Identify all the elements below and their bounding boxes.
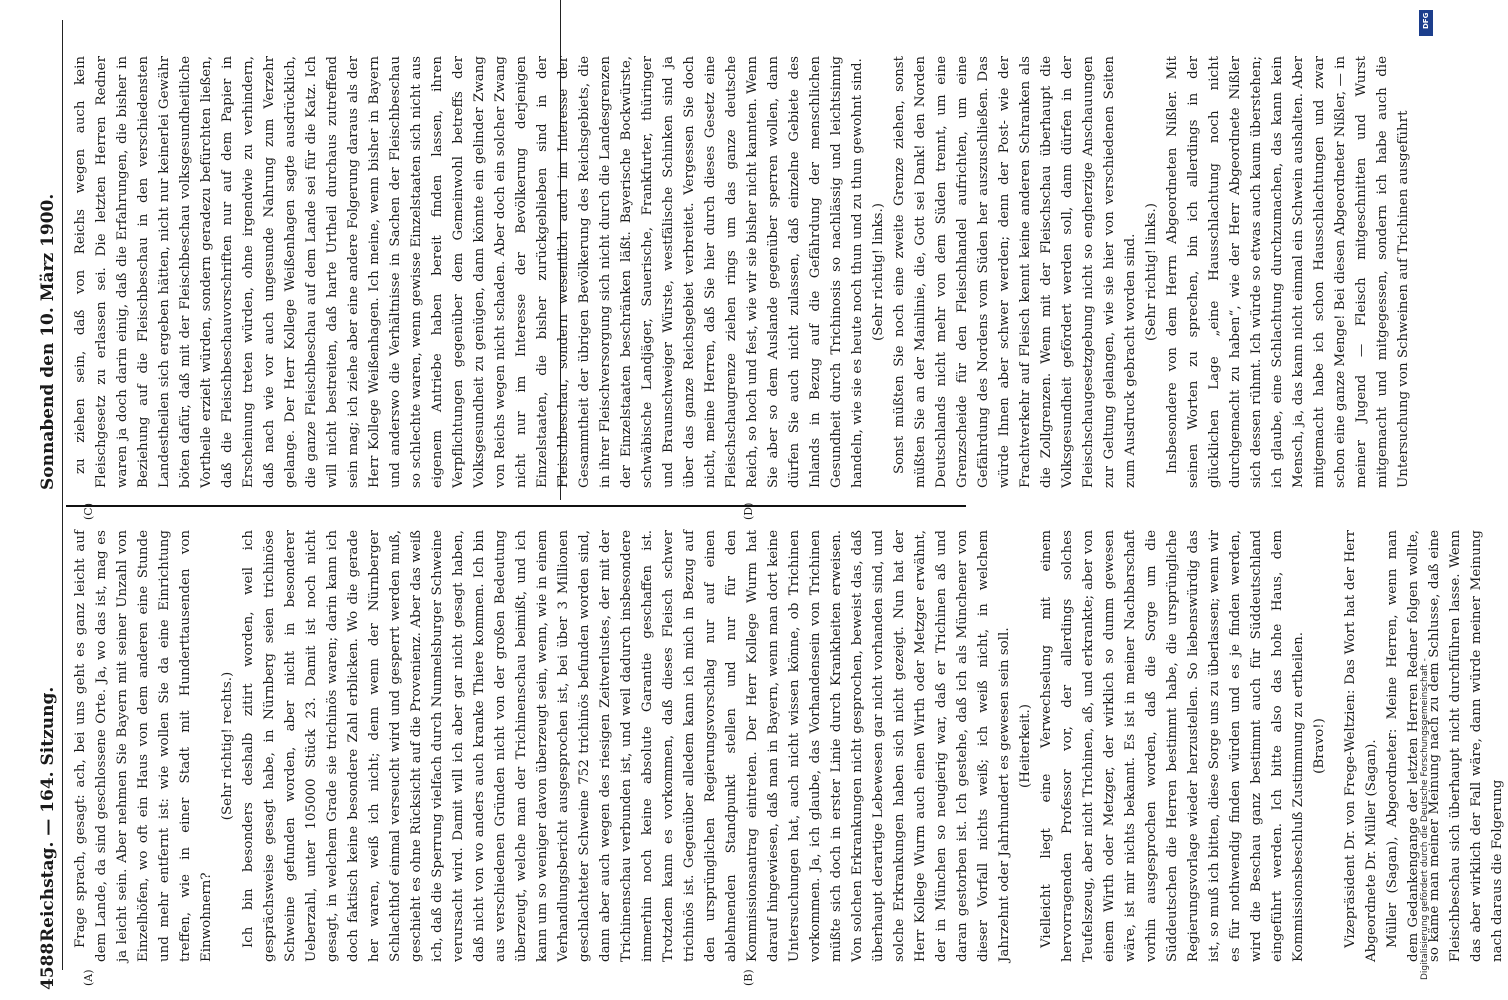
header-right-title: Sonnabend den 10. März 1900.: [38, 193, 58, 490]
right-interjection: (Sehr richtig! links.): [871, 203, 886, 341]
left-paragraph: Ich bin besonders deshalb zitirt worden, weil ich gesprächsweise gesagt habe, in Nürnberg seien trichinöse Schweine gefunden worden, aber nicht in besonderer Ueberzahl, unter 105000 Stück 23. Damit ist noch nicht gesagt, in welchem Grade sie trichinös waren; darin kann ich doch faktisch keine besondere Zahl erblicken. Wo die gerade her waren, weiß ich nicht; denn wenn der Nürnberger Schlachthof einmal verseucht wird und gesperrt werden muß, geschieht es ohne Rücksicht auf die Provenienz. Aber das weiß ich, daß die Sperrung vielfach durch Nunmelsburger Schweine verursacht wird. Damit will ich aber gar nicht gesagt haben, daß nicht von wo anders auch kranke Thiere kommen. Ich bin aus verschiedenen Gründen nicht von der großen Bedeutung überzeugt, welche man der Trichinenschau beimißt, und ich kann um so weniger davon überzeugt sein, wenn, wie in einem Verhandlungsbericht ausgesprochen ist, bei über 3 Millionen geschlachteter Schweine 752 trichinös befunden worden sind, dann aber auch wegen des riesigen Zeitverlustes, der mit der Trichinenschau verbunden ist, und weil dadurch insbesondere immerhin noch keine absolute Garantie geschaffen ist. Trotzdem kann es vorkommen, daß dieses Fleisch schwer trichinös ist. Gegenüber alledem kann ich mich in Bezug auf den ursprünglichen Regierungsvorschlag nur auf einen ablehnenden Standpunkt stellen und nur für den Kommissionsantrag eintreten. Der Herr Kollege Wurm hat darauf hingewiesen, daß man in Bayern, wenn man dort keine Untersuchungen hat, auch nicht wissen könne, ob Trichinen vorkommen. Ja, ich glaube, das Vorhandensein von Trichinen müßte sich doch in erster Linie durch Krankheiten erweisen. Von solchen Erkrankungen nicht gesprochen, beweist das, daß überhaupt derartige Lebewesen gar nicht vorhanden sind, und solche Erkrankungen haben sich nicht gezeigt. Nun hat der Herr Kollege Wurm auch einen Wirth oder Metzger erwähnt, der in München so neugierig war, daß er Trichinen aß und daran gestorben ist. Ich gestehe, daß ich als Münchener von dieser Vorfall nichts weiß; ich weiß nicht, in welchem Jahrzehnt oder Jahrhundert es gewesen sein soll.: [241, 530, 1012, 962]
left-interjection: (Sehr richtig! rechts.): [220, 671, 235, 821]
dfg-logo-icon: DFG: [1419, 10, 1433, 36]
margin-marker-c: (C): [82, 503, 95, 520]
right-column: [70, 56, 1414, 488]
right-paragraph: zu ziehen sein, daß von Reichs wegen auch kein Fleischgesetz zu erlassen sei. Die letzten Herren Redner waren ja doch darin einig, daß die Erfahrungen, die bisher in Beziehung auf die Fleischbeschau in den verschiedensten Landestheilen sich ergeben hätten, nicht nur keinerlei Gewähr böten dafür, daß mit der Fleischbeschau volksgesundheitliche Vortheile erzielt würden, sondern geradezu befürchten ließen, daß die Fleischbeschauvorschriften nur auf dem Papier in Erscheinung treten würden, ohne irgendwie zu verhindern, daß nach wie vor auch ungesunde Nahrung zum Verzehr gelange. Der Herr Kollege Weißenhagen sagte ausdrücklich, die ganze Fleischbeschau auf dem Lande sei für die Katz. Ich will nicht bestreiten, daß harte Urtheil durchaus zutreffend sein mag; ich ziehe aber eine andere Folgerung daraus als der Herr Kollege Weißenhagen. Ich meine, wenn bisher in Bayern und anderswo die Verhältnisse in Sachen der Fleischbeschau so schlechte waren, wenn gewisse Einzelstaaten sich nicht aus eigenem Antriebe haben bereit finden lassen, ihren Verpflichtungen gegenüber dem Gemeinwohl betreffs der Volksgesundheit zu genügen, dann könnte ein gelinder Zwang von Reichs wegen nicht schaden. Aber doch ein solcher Zwang nicht nur im Interesse der Bevölkerung derjenigen Einzelstaaten, die bisher zurückgeblieben sind in der Fleischbeschau, sondern wesentlich auch im Interesse der Gesammtheit der übrigen Bevölkerung des Reichsgebiets, die in ihrer Fleischversorgung sich nicht durch die Landesgrenzen der Einzelstaaten beschränken läßt. Bayerische Bockwürste, schwäbische Landjäger, Sauerische, Frankfurter, thüringer und Braunschweiger Würste, westfälische Schinken sind ja über das ganze Reichsgebiet verbreitet. Vergessen Sie doch nicht, meine Herren, daß Sie hier durch dieses Gesetz eine Fleischschaugrenze ziehen rings um das ganze deutsche Reich, so hoch und fest, wie wir sie bisher nicht kannten. Wenn Sie aber so dem Auslande gegenüber sperren wollen, dann dürfen Sie auch nicht zulassen, daß einzelne Gebiete des Inlands in Bezug auf die Gefährdung der menschlichen Gesundheit durch Trichinosis so nachlässig und leichtsinnig handeln, wie sie es heute noch thun und zu thun gewohnt sind.: [73, 56, 865, 488]
header-left-title: Reichstag. — 164. Sitzung.: [38, 686, 58, 942]
left-paragraph: Müller (Sagan), Abgeordneter: Meine Herren, wenn man dem Gedankengange der letzten Herren Redner folgen wollte, so käme man meiner Meinung nach zu dem Schlusse, daß eine Fleischbeschau sich überhaupt nicht durchführen lasse. Wenn das aber wirklich der Fall wäre, dann würde meiner Meinung nach daraus die Folgerung: [1385, 530, 1505, 962]
right-interjection: (Sehr richtig! links.): [1144, 203, 1159, 341]
right-paragraph: Insbesondere von dem Herrn Abgeordneten Nißler. Mit seinen Worten zu sprechen, bin ich allerdings in der glücklichen Lage „eine Hausschlachtung noch nicht durchgemacht zu haben“, wie der Herr Abgeordnete Nißler sich dessen rühmt. Ich würde so etwas auch kaum überstehen; ich glaube, eine Schlachtung durchzumachen, das kann kein Mensch, ja, das kann nicht einmal ein Schwein aushalten. Aber mitgemacht habe ich schon Hausschlachtungen und zwar schon eine ganze Menge! Bei diesen Abgeordneter Nißler, — in meiner Jugend — Fleisch mitgeschnitten und Wurst mitgemacht und mitgegessen, sondern ich habe auch die Untersuchung von Schweinen auf Trichinen ausgeführt: [1165, 56, 1411, 488]
left-interjection: (Bravo!): [1312, 718, 1327, 774]
margin-marker-a: (A): [82, 969, 95, 986]
right-paragraph: Sonst müßten Sie noch eine zweite Grenze ziehen, sonst müßten Sie an der Mainlinie, die, Gott sei Dank! den Norden Deutschlands nicht mehr von dem Süden trennt, um eine Grenzscheide für den Fleischhandel aufrichten, um eine Gefährdung des Nordens vom Süden her auszuschließen. Das würde Ihnen aber schwer werden; denn der Post- wie der Frachtverkehr auf Fleisch kennt keine anderen Schranken als die Zollgrenzen. Wenn mit der Fleischschau überhaupt die Volksgesundheit gefördert werden soll, dann dürfen in der Fleischschaugesetzgebung nicht so engherzige Anschauungen zur Geltung gelangen, wie sie hier von verschiedenen Seiten zum Ausdruck gebracht worden sind.: [892, 56, 1138, 488]
left-interjection: (Heiterkeit.): [1018, 704, 1033, 788]
page-number: 4588: [38, 942, 58, 990]
margin-marker-b: (B): [742, 969, 755, 986]
digitization-note: [1418, 12, 1434, 1000]
left-column: [70, 530, 1508, 962]
left-paragraph: Frage sprach, gesagt: ach, bei uns geht es ganz leicht auf dem Lande, da sind geschlossene Orte. Ja, wo das ist, mag es ja leicht sein. Aber nehmen Sie Bayern mit seiner Unzahl von Einzelhöfen, wo oft ein Haus von dem anderen eine Stunde und mehr entfernt ist: wie wollen Sie da eine Einrichtung treffen, wie in einer Stadt mit Hunderttausenden von Einwohnern?: [73, 530, 214, 962]
left-paragraph: Vielleicht liegt eine Verwechselung mit einem hervorragenden Professor vor, der allerdings solches Teufelszeug, aber nicht Trichinen, aß, und erkrankte; aber von einem Wirth oder Metzger, der wirklich so dumm gewesen wäre, ist mir nichts bekannt. Es ist in meiner Nachbarschaft vorhin ausgesprochen worden, daß die Sorge um die Süddeutschen die Herren bestimmt habe, die ursprüngliche Regierungsvorlage wieder herzustellen. So liebenswürdig das ist, so muß ich bitten, diese Sorge uns zu überlassen; wenn wir es für nothwendig finden würden und es je finden werden, wird die Beschau ganz bestimmt auch für Süddeutschland eingeführt werden. Ich bitte also das hohe Haus, dem Kommissionsbeschluß Zustimmung zu ertheilen.: [1039, 530, 1306, 962]
column-divider: [66, 505, 966, 507]
digitization-text: Digitalisierung gefördert durch die Deutsche Forschungsgemeinschaft -: [1420, 658, 1430, 980]
margin-marker-d: (D): [742, 502, 755, 520]
header-rule: [62, 20, 63, 970]
speaker-announcement: Vizepräsident Dr. von Frege-Weltzien: Das Wort hat der Herr Abgeordnete Dr. Müller (Sagan).: [1343, 530, 1379, 962]
